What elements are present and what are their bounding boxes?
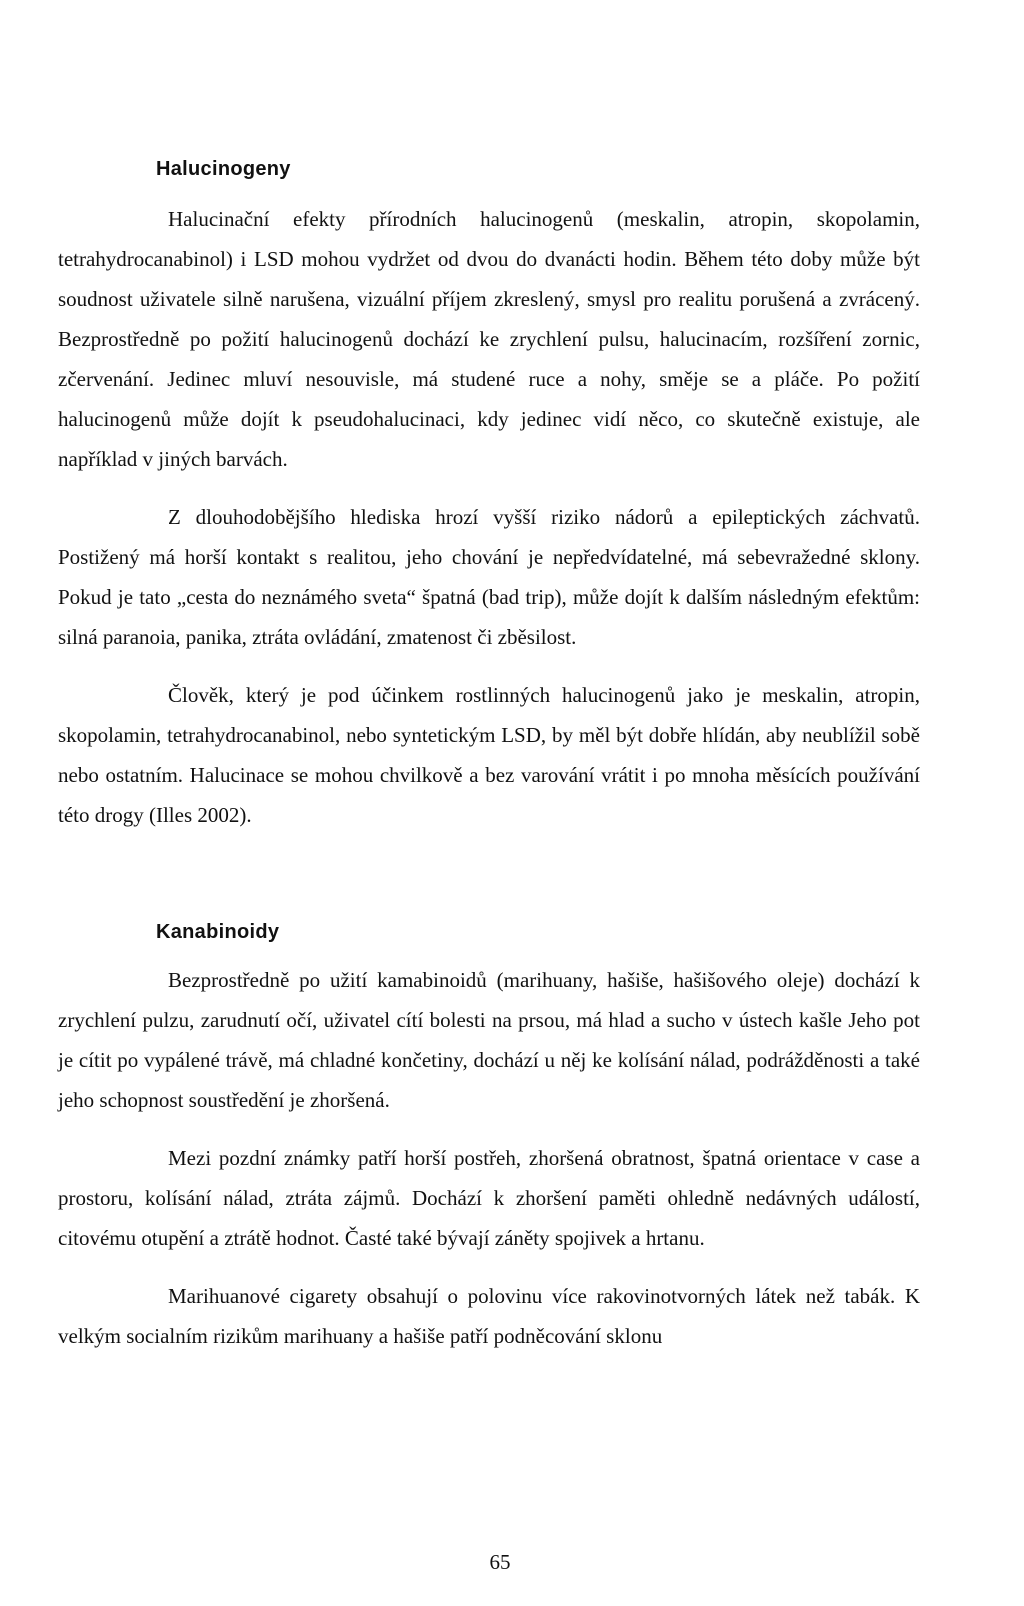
paragraph: Z dlouhodobějšího hlediska hrozí vyšší riziko nádorů a epileptických záchvatů. Postižený má horší kontakt s realitou, jeho chování je nepředvídatelné, má sebevražedné sklony. Pokud je tato „cesta do neznámého sveta“ špatná (bad trip), může dojít k dalším následným efektům: silná paranoia, panika, ztráta ovládání, zmatenost či zběsilost. bbox=[58, 505, 920, 649]
paragraph-gap bbox=[58, 1258, 920, 1276]
section-heading-kanabinoidy: Kanabinoidy bbox=[156, 921, 280, 943]
paragraph: Bezprostředně po užití kamabinoidů (marihuany, hašiše, hašišového oleje) dochází k zrychlení pulzu, zarudnutí očí, uživatel cítí bolesti na prsou, má hlad a sucho v ústech kašle Jeho pot je cítit po vypálené trávě, má chladné končetiny, dochází u něj ke kolísání nálad, podrážděnosti a také jeho schopnost soustředění je zhoršená. bbox=[58, 968, 920, 1112]
paragraph: Mezi pozdní známky patří horší postřeh, zhoršená obratnost, špatná orientace v case a prostoru, kolísání nálad, ztráta zájmů. Dochází k zhoršení paměti ohledně nedávných událostí, citovému otupění a ztrátě hodnot. Časté také bývají záněty spojivek a hrtanu. bbox=[58, 1146, 920, 1250]
paragraph-gap bbox=[58, 479, 920, 497]
page-content bbox=[58, 158, 920, 1356]
paragraph-gap bbox=[58, 657, 920, 675]
paragraph-gap bbox=[58, 1120, 920, 1138]
section-gap bbox=[58, 835, 920, 921]
paragraph: Člověk, který je pod účinkem rostlinných halucinogenů jako je meskalin, atropin, skopolamin, tetrahydrocanabinol, nebo syntetickým LSD, by měl být dobře hlídán, aby neublížil sobě nebo ostatním. Halucinace se mohou chvilkově a bez varování vrátit i po mnoha měsících používání této drogy (Illes 2002). bbox=[58, 683, 920, 827]
paragraph: Halucinační efekty přírodních halucinogenů (meskalin, atropin, skopolamin, tetrahydrocanabinol) i LSD mohou vydržet od dvou do dvanácti hodin. Během této doby může být soudnost uživatele silně narušena, vizuální příjem zkreslený, smysl pro realitu porušená a zvrácený. Bezprostředně po požití halucinogenů dochází ke zrychlení pulsu, halucinacím, rozšíření zornic, zčervenání. Jedinec mluví nesouvisle, má studené ruce a nohy, směje se a pláče. Po požití halucinogenů může dojít k pseudohalucinaci, kdy jedinec vidí něco, co skutečně existuje, ale například v jiných barvách. bbox=[58, 207, 920, 471]
paragraph: Marihuanové cigarety obsahují o polovinu více rakovinotvorných látek než tabák. K velkým socialním rizikům marihuany a hašiše patří podněcování sklonu bbox=[58, 1284, 920, 1348]
page-number: 65 bbox=[489, 1550, 511, 1574]
section-heading-halucinogeny: Halucinogeny bbox=[156, 158, 291, 180]
